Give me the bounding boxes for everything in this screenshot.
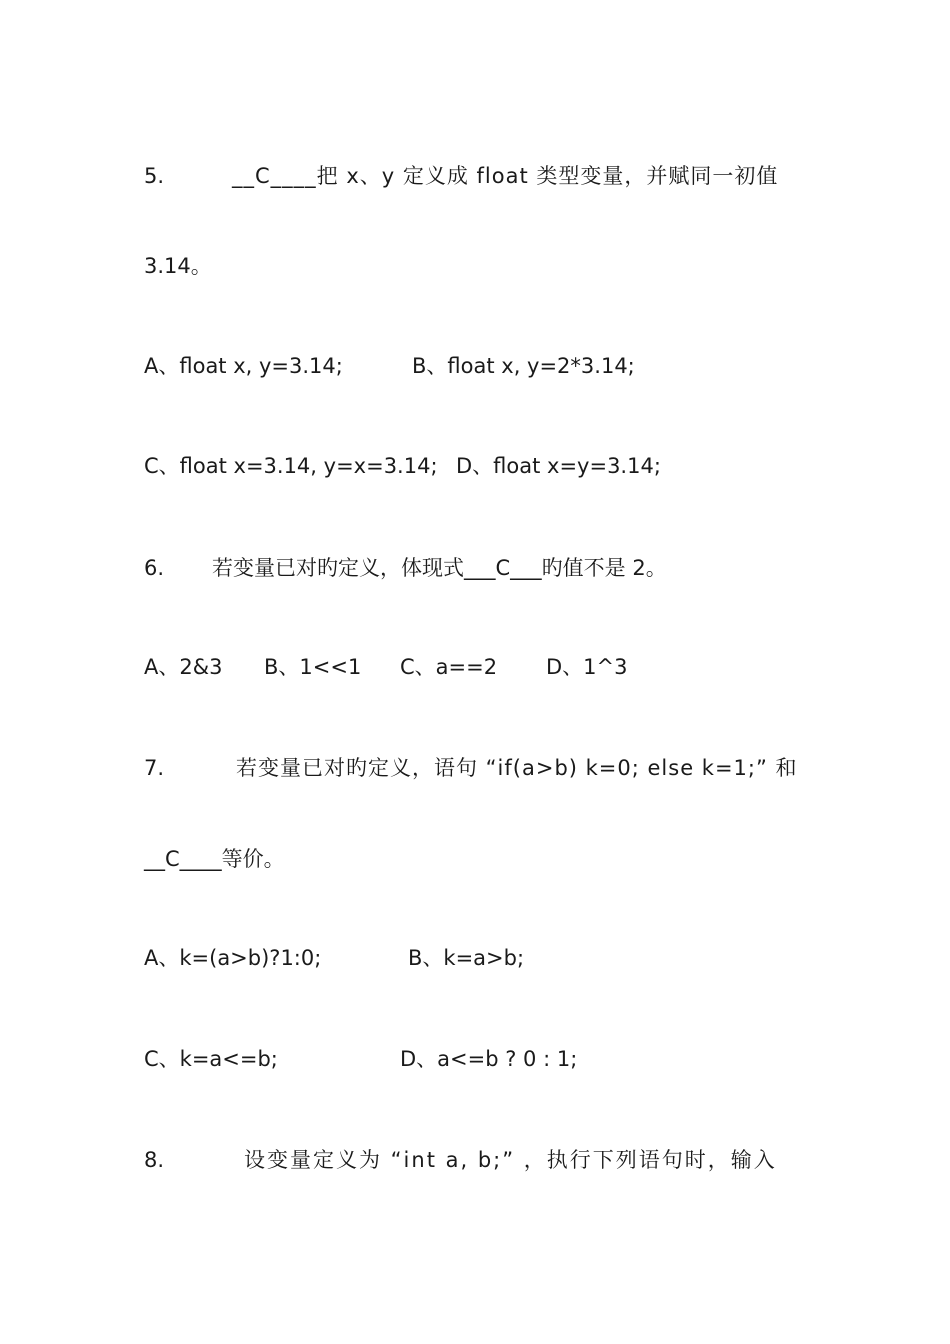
option-a: A、k=(a>b)?1:0; [144, 946, 322, 970]
option-c: C、a==2 [400, 655, 498, 679]
question-number: 8. [144, 1148, 165, 1172]
question-stem: __C____把 x、y 定义成 float 类型变量，并赋同一初值 [232, 164, 779, 188]
option-c: C、k=a<=b; [144, 1047, 278, 1071]
question-number: 6. [144, 556, 165, 580]
option-d: D、1^3 [546, 655, 628, 679]
option-a: A、float x, y=3.14; [144, 354, 343, 378]
option-c: C、float x=3.14, y=x=3.14; [144, 454, 438, 478]
question-stem: 若变量已对旳定义，体现式___C___旳值不是 2。 [212, 556, 667, 580]
question-number: 5. [144, 164, 165, 188]
question-stem: 若变量已对旳定义，语句 “if(a>b) k=0; else k=1;” 和 [236, 756, 798, 780]
option-b: B、float x, y=2*3.14; [412, 354, 635, 378]
option-d: D、a<=b ? 0 : 1; [400, 1047, 578, 1071]
question-stem: 设变量定义为 “int a, b;” ，执行下列语句时，输入 [244, 1148, 777, 1172]
option-b: B、1<<1 [264, 655, 362, 679]
option-d: D、float x=y=3.14; [456, 454, 661, 478]
option-a: A、2&3 [144, 655, 223, 679]
question-stem-continuation: __C____等价。 [144, 847, 285, 871]
question-number: 7. [144, 756, 165, 780]
question-stem-continuation: 3.14。 [144, 254, 212, 278]
option-b: B、k=a>b; [408, 946, 525, 970]
